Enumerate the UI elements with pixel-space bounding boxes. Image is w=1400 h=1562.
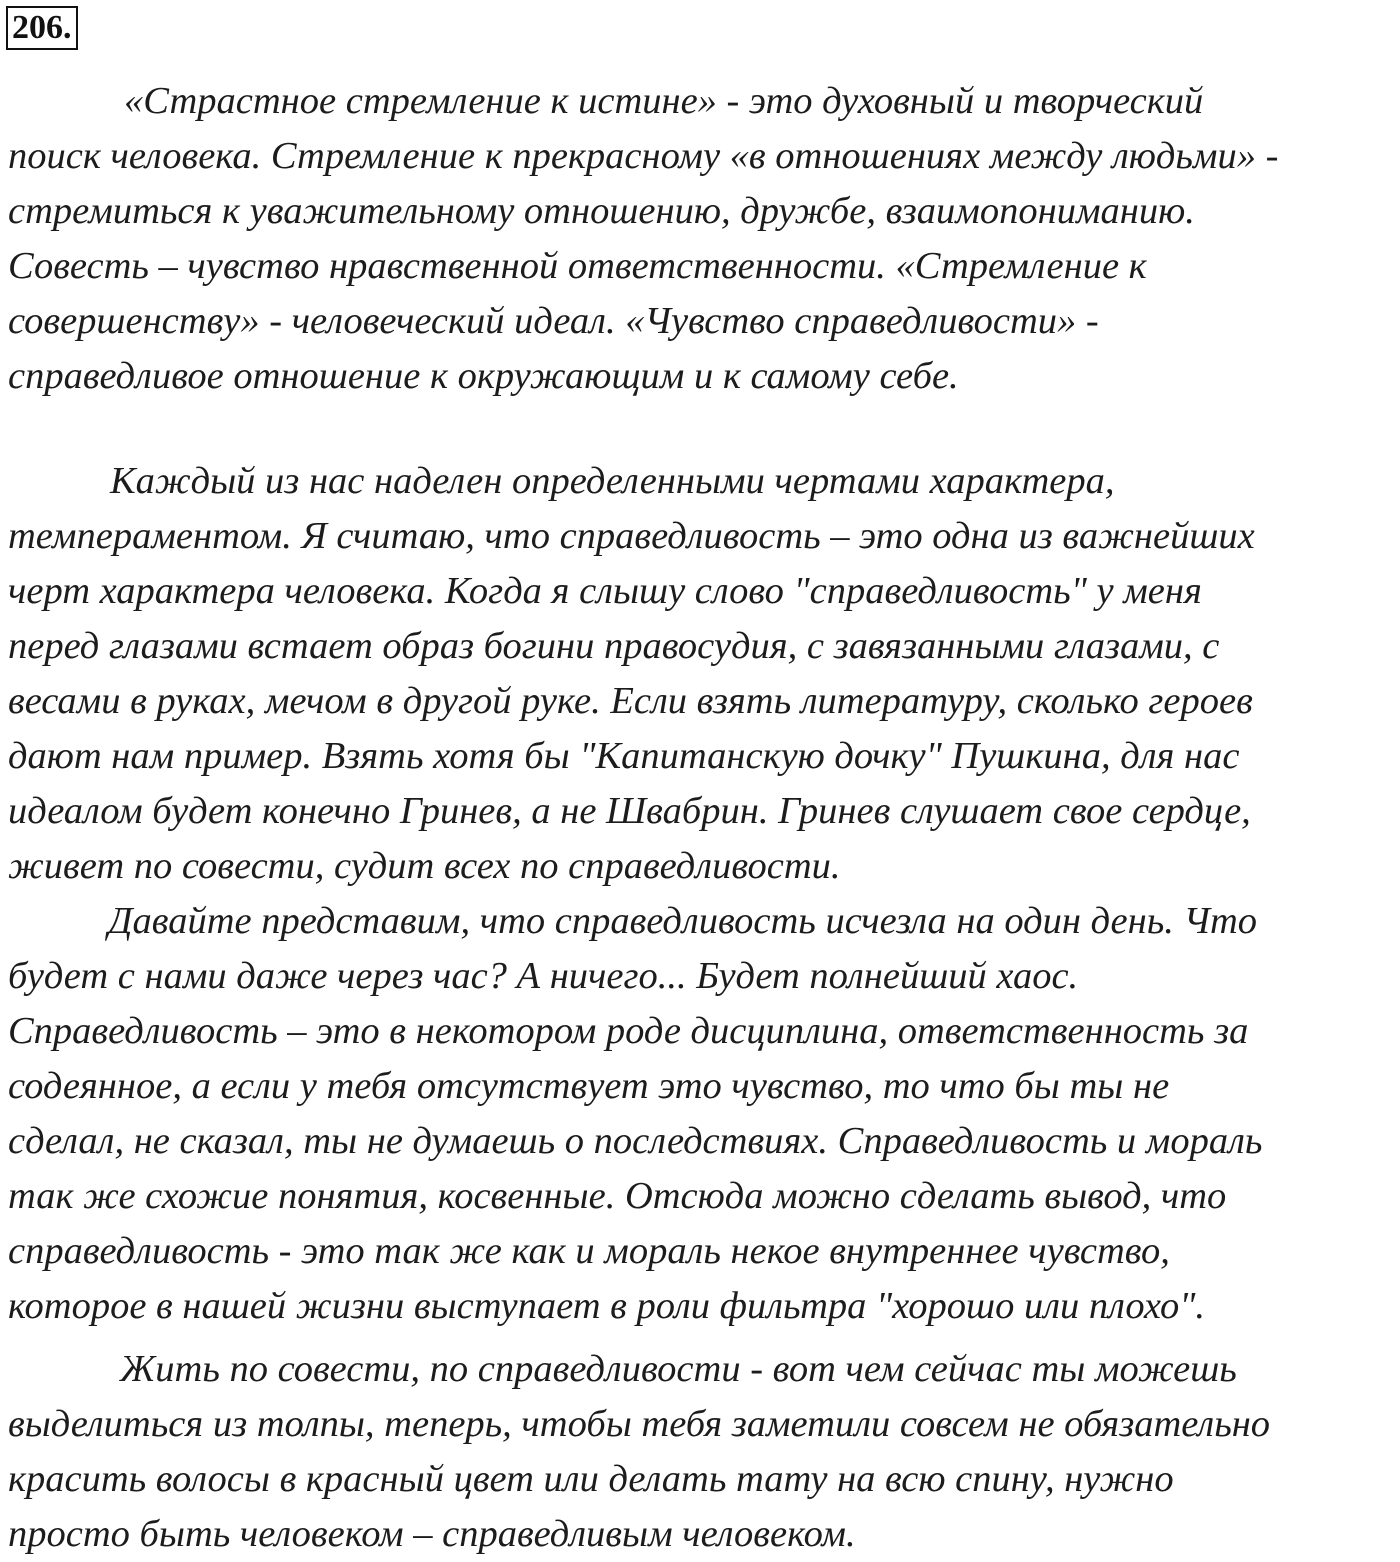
paragraph-line: Совесть – чувство нравственной ответственности. «Стремление к	[8, 245, 1147, 287]
paragraph-line: которое в нашей жизни выступает в роли фильтра "хорошо или плохо".	[8, 1285, 1206, 1327]
paragraph-line: справедливость - это так же как и мораль некое внутреннее чувство,	[8, 1230, 1170, 1272]
paragraph-line: справедливое отношение к окружающим и к самому себе.	[8, 355, 959, 397]
paragraph-line: дают нам пример. Взять хотя бы "Капитанскую дочку" Пушкина, для нас	[8, 735, 1240, 777]
paragraph-line: Жить по совести, по справедливости - вот чем сейчас ты можешь	[120, 1348, 1237, 1390]
paragraph-line: Справедливость – это в некотором роде дисциплина, ответственность за	[8, 1010, 1249, 1052]
paragraph-line: сделал, не сказал, ты не думаешь о последствиях. Справедливость и мораль	[8, 1120, 1263, 1162]
paragraph-line: живет по совести, судит всех по справедливости.	[8, 845, 841, 887]
paragraph-4	[8, 1342, 1392, 1562]
paragraph-line: темпераментом. Я считаю, что справедливость – это одна из важнейших	[8, 515, 1255, 557]
paragraph-line: черт характера человека. Когда я слышу слово "справедливость" у меня	[8, 570, 1202, 612]
paragraph-line: содеянное, а если у тебя отсутствует это чувство, то что бы ты не	[8, 1065, 1170, 1107]
paragraph-line: Давайте представим, что справедливость исчезла на один день. Что	[108, 900, 1258, 942]
paragraph-line: поиск человека. Стремление к прекрасному «в отношениях между людьми» -	[8, 135, 1279, 177]
paragraph-line: так же схожие понятия, косвенные. Отсюда можно сделать вывод, что	[8, 1175, 1227, 1217]
paragraph-line: совершенству» - человеческий идеал. «Чувство справедливости» -	[8, 300, 1099, 342]
paragraph-line: стремиться к уважительному отношению, дружбе, взаимопониманию.	[8, 190, 1195, 232]
paragraph-3	[8, 894, 1392, 1334]
paragraph-line: весами в руках, мечом в другой руке. Если взять литературу, сколько героев	[8, 680, 1253, 722]
paragraph-line: будет с нами даже через час? А ничего... Будет полнейший хаос.	[8, 955, 1079, 997]
paragraph-line: «Страстное стремление к истине» - это духовный и творческий	[124, 80, 1204, 122]
exercise-number: 206.	[6, 6, 78, 50]
paragraph-line: выделиться из толпы, теперь, чтобы тебя заметили совсем не обязательно	[8, 1403, 1271, 1445]
paragraph-line: красить волосы в красный цвет или делать тату на всю спину, нужно	[8, 1458, 1174, 1500]
paragraph-line: Каждый из нас наделен определенными чертами характера,	[110, 460, 1115, 502]
paragraph-2	[8, 454, 1392, 894]
paragraph-line: идеалом будет конечно Гринев, а не Швабрин. Гринев слушает свое сердце,	[8, 790, 1251, 832]
paragraph-line: просто быть человеком – справедливым человеком.	[8, 1513, 856, 1555]
paragraph-line: перед глазами встает образ богини правосудия, с завязанными глазами, с	[8, 625, 1220, 667]
paragraph-1	[8, 74, 1392, 404]
